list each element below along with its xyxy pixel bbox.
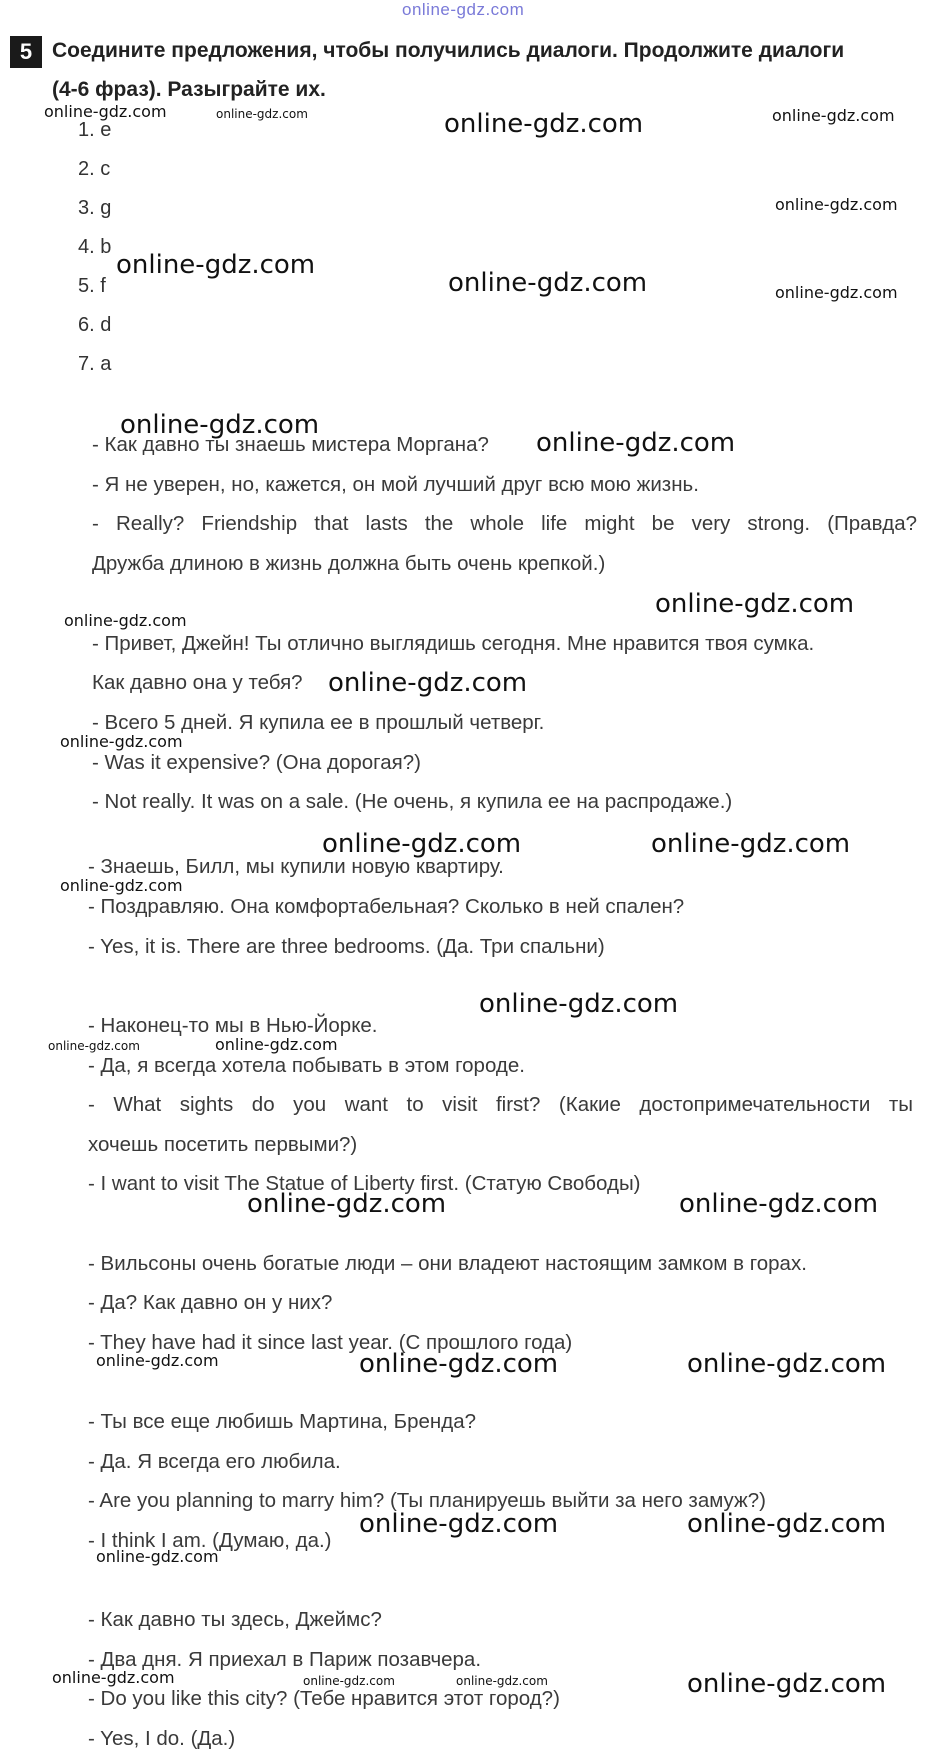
dialogue-line: - Наконец-то мы в Нью-Йорке. <box>88 1014 378 1037</box>
dialogue-line: - Поздравляю. Она комфортабельная? Сколько в ней спален? <box>88 895 685 918</box>
dialogue-line: Как давно она у тебя? <box>92 671 303 694</box>
dialogue-line: - Ты все еще любишь Мартина, Бренда? <box>88 1410 477 1433</box>
watermark: online-gdz.com <box>120 410 320 440</box>
dialogue-line: - Знаешь, Билл, мы купили новую квартиру. <box>88 855 504 878</box>
watermark: online-gdz.com <box>536 428 736 458</box>
watermark: online-gdz.com <box>60 732 183 751</box>
watermark: online-gdz.com <box>44 102 167 121</box>
dialogue-line: - Not really. It was on a sale. (Не очень, я купила ее на распродаже.) <box>92 790 733 813</box>
site-watermark-top: online-gdz.com <box>402 0 525 19</box>
dialogue-line: хочешь посетить первыми?) <box>88 1133 358 1156</box>
watermark: online-gdz.com <box>328 668 528 698</box>
watermark: online-gdz.com <box>687 1349 887 1379</box>
dialogue-line: - What sights do you want to visit first? (Какие достопримечательности ты <box>88 1093 913 1116</box>
watermark: online-gdz.com <box>96 1351 219 1370</box>
answer-item: 2. c <box>78 158 111 180</box>
watermark: online-gdz.com <box>359 1509 559 1539</box>
answer-item: 7. a <box>78 353 112 375</box>
dialogue-line: - Привет, Джейн! Ты отлично выглядишь сегодня. Мне нравится твоя сумка. <box>92 632 815 655</box>
watermark: online-gdz.com <box>116 250 316 280</box>
dialogue-line: Дружба длиною в жизнь должна быть очень крепкой.) <box>92 552 606 575</box>
dialogue-line: - They have had it since last year. (С прошлого года) <box>88 1331 573 1354</box>
watermark: online-gdz.com <box>655 589 855 619</box>
watermark: online-gdz.com <box>60 876 183 895</box>
watermark: online-gdz.com <box>687 1509 887 1539</box>
dialogue-line: - Вильсоны очень богатые люди – они владеют настоящим замком в горах. <box>88 1252 807 1275</box>
task-number-badge: 5 <box>10 36 42 68</box>
dialogue-line: - Я не уверен, но, кажется, он мой лучший друг всю мою жизнь. <box>92 473 699 496</box>
answer-item: 5. f <box>78 275 106 297</box>
watermark: online-gdz.com <box>651 829 851 859</box>
watermark: online-gdz.com <box>772 106 895 125</box>
dialogue-line: - Really? Friendship that lasts the whole life might be very strong. (Правда? <box>92 512 917 535</box>
watermark: online-gdz.com <box>48 1039 140 1053</box>
dialogue-line: - Do you like this city? (Тебе нравится этот город?) <box>88 1687 560 1710</box>
watermark: online-gdz.com <box>215 1035 338 1054</box>
watermark: online-gdz.com <box>64 611 187 630</box>
watermark: online-gdz.com <box>775 195 898 214</box>
answer-item: 1. e <box>78 119 112 141</box>
dialogue-line: - Yes, it is. There are three bedrooms. (Да. Три спальни) <box>88 935 605 958</box>
dialogue-line: - Всего 5 дней. Я купила ее в прошлый четверг. <box>92 711 545 734</box>
watermark: online-gdz.com <box>479 989 679 1019</box>
watermark: online-gdz.com <box>216 107 308 121</box>
watermark: online-gdz.com <box>448 268 648 298</box>
dialogue-line: - Да, я всегда хотела побывать в этом городе. <box>88 1054 525 1077</box>
watermark: online-gdz.com <box>444 109 644 139</box>
dialogue-line: - Два дня. Я приехал в Париж позавчера. <box>88 1648 482 1671</box>
dialogue-line: - Was it expensive? (Она дорогая?) <box>92 751 421 774</box>
watermark: online-gdz.com <box>96 1547 219 1566</box>
answer-item: 6. d <box>78 314 112 336</box>
dialogue-line: - I want to visit The Statue of Liberty first. (Статую Свободы) <box>88 1172 641 1195</box>
dialogue-line: - Are you planning to marry him? (Ты планируешь выйти за него замуж?) <box>88 1489 766 1512</box>
dialogue-line: - I think I am. (Думаю, да.) <box>88 1529 332 1552</box>
dialogue-line: - Как давно ты знаешь мистера Моргана? <box>92 433 489 456</box>
watermark: online-gdz.com <box>322 829 522 859</box>
watermark: online-gdz.com <box>247 1189 447 1219</box>
dialogue-line: - Как давно ты здесь, Джеймс? <box>88 1608 382 1631</box>
watermark: online-gdz.com <box>679 1189 879 1219</box>
watermark: online-gdz.com <box>456 1674 548 1688</box>
answer-item: 4. b <box>78 236 112 258</box>
task-title-line-1: Соедините предложения, чтобы получились диалоги. Продолжите диалоги <box>52 39 845 62</box>
dialogue-line: - Да. Я всегда его любила. <box>88 1450 341 1473</box>
dialogue-line: - Yes, I do. (Да.) <box>88 1727 236 1750</box>
watermark: online-gdz.com <box>687 1669 887 1699</box>
dialogue-line: - Да? Как давно он у них? <box>88 1291 333 1314</box>
watermark: online-gdz.com <box>303 1674 395 1688</box>
answer-item: 3. g <box>78 197 112 219</box>
task-title-line-2: (4-6 фраз). Разыграйте их. <box>52 78 326 101</box>
watermark: online-gdz.com <box>52 1668 175 1687</box>
watermark: online-gdz.com <box>775 283 898 302</box>
watermark: online-gdz.com <box>359 1349 559 1379</box>
